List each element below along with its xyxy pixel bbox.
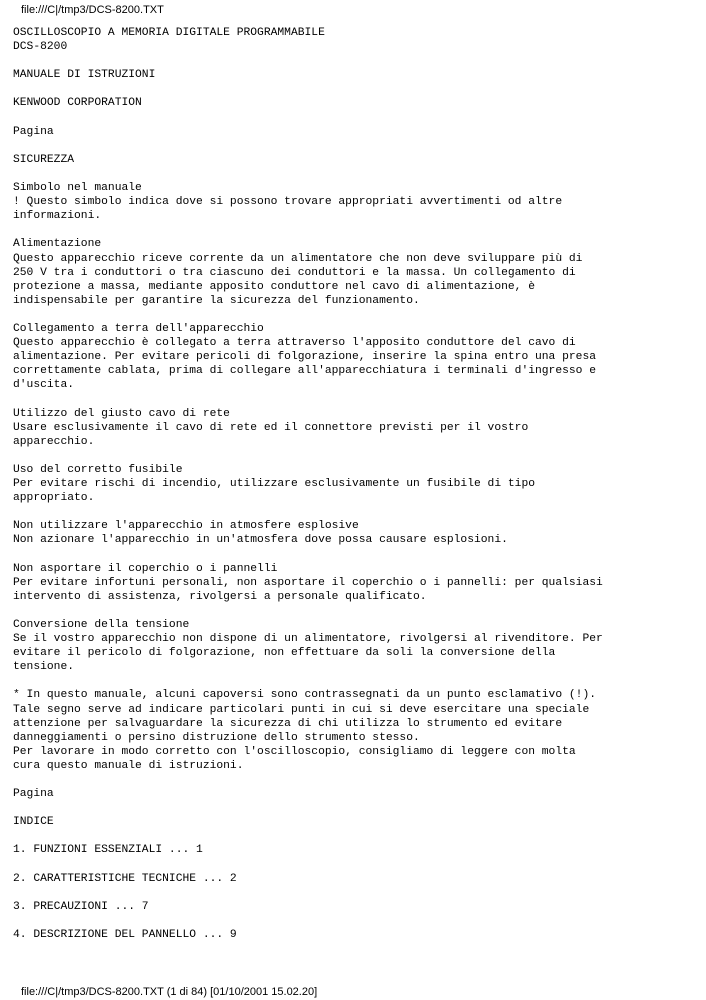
blank-line [13, 829, 703, 843]
text-line: 2. CARATTERISTICHE TECNICHE ... 2 [13, 872, 237, 885]
text-line: 250 V tra i conduttori o tra ciascuno dei conduttori e la massa. Un collegamento di [13, 266, 576, 279]
text-line: ! Questo simbolo indica dove si possono trovare appropriati avvertimenti od altre [13, 196, 563, 209]
text-line: correttamente cablata, prima di collegare all'apparecchiatura i terminali d'ingresso e [13, 365, 597, 378]
blank-line [13, 914, 703, 928]
text-line: Utilizzo del giusto cavo di rete [13, 407, 230, 420]
text-line: 3. PRECAUZIONI ... 7 [13, 900, 149, 913]
text-line: Non asportare il coperchio o i pannelli [13, 562, 278, 575]
text-line: Per evitare infortuni personali, non asportare il coperchio o i pannelli: per qualsiasi [13, 576, 603, 589]
text-line: Se il vostro apparecchio non dispone di un alimentatore, rivolgersi al rivenditore. Per [13, 633, 603, 646]
blank-line [13, 82, 703, 96]
text-line: apparecchio. [13, 435, 95, 448]
text-line: protezione a massa, mediante apposito conduttore nel cavo di alimentazione, è [13, 280, 536, 293]
blank-line [13, 111, 703, 125]
text-line: Simbolo nel manuale [13, 182, 142, 195]
text-line: Questo apparecchio è collegato a terra attraverso l'apposito conduttore del cavo di [13, 337, 576, 350]
text-line: danneggiamenti o persino distruzione dello strumento stesso. [13, 731, 420, 744]
blank-line [13, 308, 703, 322]
text-line: appropriato. [13, 492, 95, 505]
text-line: Per evitare rischi di incendio, utilizzare esclusivamente un fusibile di tipo [13, 478, 536, 490]
text-line: Collegamento a terra dell'apparecchio [13, 322, 264, 335]
text-line: Uso del corretto fusibile [13, 463, 183, 476]
blank-line [13, 54, 703, 68]
text-line: alimentazione. Per evitare pericoli di folgorazione, inserire la spina entro una presa [13, 351, 597, 364]
text-line: informazioni. [13, 210, 102, 223]
blank-line [13, 505, 703, 519]
text-line: attenzione per salvaguardare la sicurezza di chi utilizza lo strumento ed evitare [13, 717, 563, 730]
blank-line [13, 604, 703, 618]
text-line: Tale segno serve ad indicare particolari punti in cui si deve esercitare una speciale [13, 703, 590, 716]
header-file-url: file:///C|/tmp3/DCS-8200.TXT [21, 4, 164, 16]
text-line: Alimentazione [13, 238, 102, 251]
text-line: indispensabile per garantire la sicurezza del funzionamento. [13, 294, 420, 307]
text-line: evitare il pericolo di folgorazione, non effettuare da soli la conversione della [13, 647, 556, 660]
text-line: Pagina [13, 125, 54, 138]
blank-line [13, 858, 703, 872]
text-line: Conversione della tensione [13, 618, 190, 631]
text-line: 1. FUNZIONI ESSENZIALI ... 1 [13, 844, 203, 857]
blank-line [13, 886, 703, 900]
blank-line [13, 223, 703, 237]
text-line: Pagina [13, 788, 54, 801]
blank-line [13, 139, 703, 153]
text-line: DCS-8200 [13, 41, 68, 54]
text-line: 4. DESCRIZIONE DEL PANNELLO ... 9 [13, 929, 237, 941]
blank-line [13, 449, 703, 463]
blank-line [13, 801, 703, 815]
text-line: tensione. [13, 661, 75, 674]
text-line: MANUALE DI ISTRUZIONI [13, 69, 156, 82]
text-line: Non utilizzare l'apparecchio in atmosfere esplosive [13, 520, 359, 533]
blank-line [13, 547, 703, 561]
text-line: * In questo manuale, alcuni capoversi sono contrassegnati da un punto esclamativo (!). [13, 689, 597, 702]
text-line: intervento di assistenza, rivolgersi a personale qualificato. [13, 590, 427, 603]
document-text [13, 26, 703, 942]
text-line: Per lavorare in modo corretto con l'oscilloscopio, consigliamo di leggere con molta [13, 745, 576, 758]
footer-page-info: file:///C|/tmp3/DCS-8200.TXT (1 di 84) [01/10/2001 15.02.20] [21, 986, 318, 998]
text-line: SICUREZZA [13, 153, 75, 166]
text-line: INDICE [13, 816, 54, 829]
blank-line [13, 167, 703, 181]
text-line: OSCILLOSCOPIO A MEMORIA DIGITALE PROGRAMMABILE [13, 27, 325, 39]
text-line: cura questo manuale di istruzioni. [13, 759, 244, 772]
text-line: Questo apparecchio riceve corrente da un alimentatore che non deve sviluppare più di [13, 252, 583, 265]
text-line: Usare esclusivamente il cavo di rete ed il connettore previsti per il vostro [13, 421, 529, 434]
text-line: KENWOOD CORPORATION [13, 97, 142, 110]
blank-line [13, 392, 703, 406]
text-line: Non azionare l'apparecchio in un'atmosfera dove possa causare esplosioni. [13, 534, 508, 547]
text-line: d'uscita. [13, 379, 75, 392]
blank-line [13, 773, 703, 787]
blank-line [13, 674, 703, 688]
